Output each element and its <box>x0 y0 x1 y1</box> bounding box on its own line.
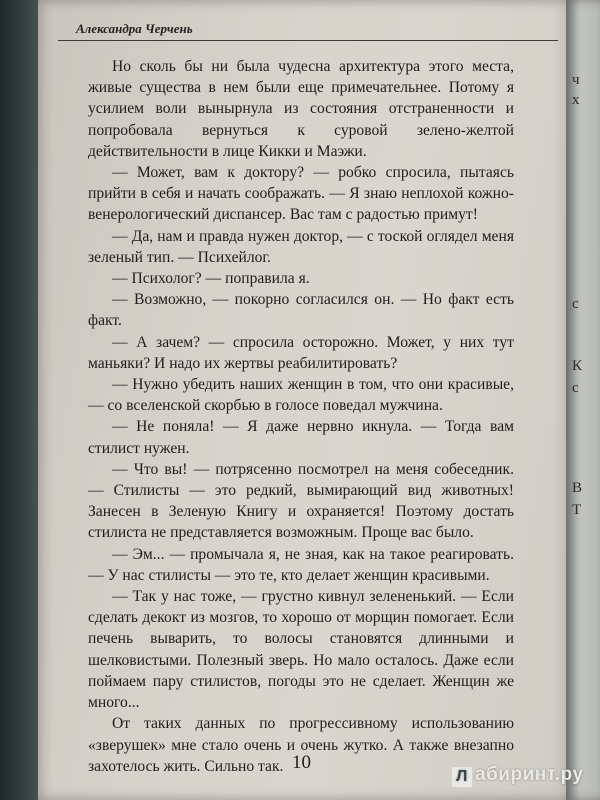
page-number: 10 <box>292 752 311 773</box>
labirint-watermark <box>452 764 584 787</box>
adjacent-page-edge <box>566 0 600 800</box>
paragraph: — Да, нам и правда нужен доктор, — с тоской оглядел меня зеленый тип. — Психейлог. <box>88 227 514 266</box>
paragraph: — Психолог? — поправила я. <box>112 270 310 288</box>
labirint-logo-icon: Л <box>452 767 472 787</box>
right-page-fragment: х <box>572 92 580 108</box>
right-page-fragment: К <box>572 358 583 374</box>
paragraph: — Эм... — промычала я, не зная, как на такое реагировать. — У нас стилисты — это те, кто делает женщин красивыми. <box>88 545 514 584</box>
right-page-fragment: с <box>572 296 579 312</box>
paragraph: — Нужно убедить наших женщин в том, что они красивые, — со вселенской скорбью в голосе поведал мужчина. <box>88 376 514 415</box>
background-left <box>0 0 40 800</box>
right-page-fragment: В <box>572 480 583 496</box>
paragraph: — Возможно, — покорно согласился он. — Но факт есть факт. <box>88 291 514 330</box>
right-page-fragment: с <box>572 380 579 396</box>
paragraph: — Так у нас тоже, — грустно кивнул зелененький. — Если сделать декокт из мозгов, то хорошо от морщин помогает. Если печень выварить, то волосы становятся длинными и шелковистыми. Полезный зверь. Но мало осталось. Даже если поймаем пару стилистов, погоды это не сделает. Женщин же много... <box>88 588 514 712</box>
paragraph: — Не поняла! — Я даже нервно икнула. — Тогда вам стилист нужен. <box>88 418 514 457</box>
body-text <box>88 56 514 777</box>
running-header <box>58 20 558 41</box>
paragraph: Но сколь бы ни была чудесна архитектура этого места, живые существа в нем были еще примечательнее. Потому я усилием воли вынырнула из состояния отстраненности и попробовала вернуться к суровой зелено-желтой действительности в лице Кикки и Маэжи. <box>88 58 514 160</box>
paragraph: — Может, вам к доктору? — робко спросила, пытаясь прийти в себя и начать соображать. — Я знаю неплохой кожно-венерологический диспансер. Вас там с радостью примут! <box>88 164 514 224</box>
right-page-fragment: ч <box>572 72 580 88</box>
paragraph: — Что вы! — потрясенно посмотрел на меня собеседник. — Стилисты — это редкий, вымирающий вид животных! Занесен в Зеленую Книгу и охраняется! Поэтому достать стилиста не представляется возможным. Проще вас было. <box>88 460 514 542</box>
paragraph: — А зачем? — спросила осторожно. Может, у них тут маньяки? И надо их жертвы реабилитировать? <box>88 333 514 372</box>
paragraph: От таких данных по прогрессивному использованию «зверушек» мне стало очень и очень жутко. А также внезапно захотелось жить. Сильно так. <box>88 715 514 775</box>
right-page-fragment: Т <box>572 502 582 518</box>
watermark-text: абиринт.ру <box>475 764 584 785</box>
author-name: Александра Черчень <box>76 21 193 36</box>
